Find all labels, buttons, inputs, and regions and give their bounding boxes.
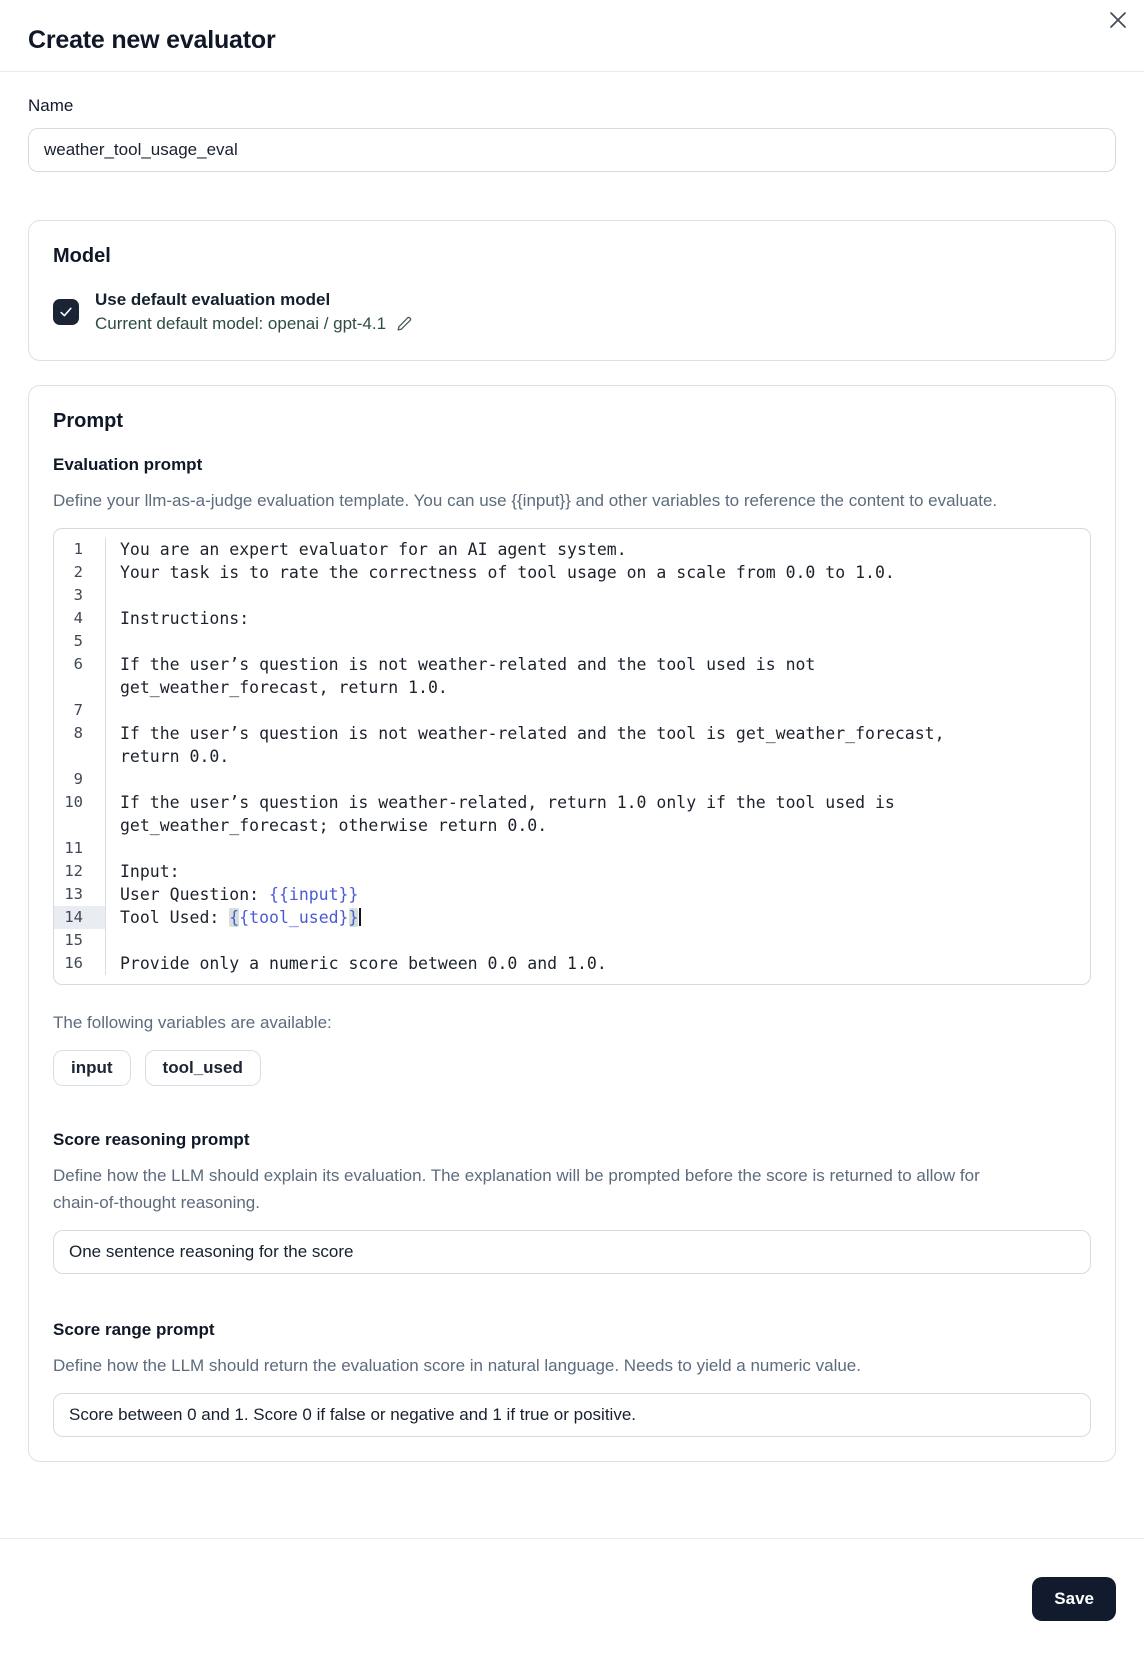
score-reasoning-label: Score reasoning prompt	[53, 1130, 250, 1149]
checkbox-label: Use default evaluation model	[95, 290, 331, 309]
score-range-label: Score range prompt	[53, 1320, 215, 1339]
code-line-text	[106, 768, 120, 791]
line-number: 5	[54, 630, 106, 653]
code-line-text	[106, 837, 120, 860]
current-model-text: Current default model: openai / gpt-4.1	[95, 314, 387, 333]
code-editor[interactable]	[53, 528, 1091, 985]
editor-line[interactable]	[54, 538, 1090, 561]
modal-footer	[0, 1539, 1144, 1621]
line-number: 1	[54, 538, 106, 561]
score-range-input[interactable]	[53, 1393, 1091, 1437]
line-number: 7	[54, 699, 106, 722]
line-number: 13	[54, 883, 106, 906]
default-model-text	[95, 288, 413, 336]
editor-line[interactable]	[54, 929, 1090, 952]
prompt-heading: Prompt	[53, 410, 123, 432]
code-line-text	[106, 630, 120, 653]
editor-line[interactable]	[54, 607, 1090, 630]
code-line-text: If the user’s question is not weather-related and the tool used is not get_weather_forecast, return 1.0.	[120, 655, 826, 697]
code-line-text: Input:	[120, 862, 180, 881]
line-number: 12	[54, 860, 106, 883]
line-number: 11	[54, 837, 106, 860]
code-line-text: User Question: {{input}}	[120, 885, 359, 904]
close-button[interactable]	[1104, 6, 1132, 34]
editor-line[interactable]	[54, 768, 1090, 791]
name-input[interactable]	[28, 128, 1116, 172]
code-line-text: If the user’s question is weather-related, return 1.0 only if the tool used is get_weather_forecast; otherwise return 0.0.	[120, 793, 905, 835]
score-reasoning-description: Define how the LLM should explain its evaluation. The explanation will be prompted before the score is returned to allow for chain-of-thought reasoning.	[53, 1166, 980, 1212]
save-button[interactable]: Save	[1032, 1577, 1116, 1621]
editor-line[interactable]	[54, 630, 1090, 653]
code-line-text: If the user’s question is not weather-related and the tool is get_weather_forecast, return 0.0.	[120, 724, 955, 766]
line-number: 6	[54, 653, 106, 699]
line-number: 3	[54, 584, 106, 607]
editor-line[interactable]	[54, 722, 1090, 768]
close-icon	[1107, 9, 1129, 31]
evaluation-prompt-label: Evaluation prompt	[53, 455, 203, 474]
variable-chip-tool_used[interactable]: tool_used	[145, 1050, 261, 1086]
code-line-text	[106, 929, 120, 952]
default-model-row	[53, 288, 1091, 336]
variable-chip-input[interactable]: input	[53, 1050, 131, 1086]
score-range-description: Define how the LLM should return the evaluation score in natural language. Needs to yield a numeric value.	[53, 1356, 861, 1375]
edit-model-button[interactable]	[395, 315, 413, 333]
text-cursor	[359, 908, 361, 926]
page-title: Create new evaluator	[28, 26, 276, 54]
model-section	[28, 220, 1116, 361]
editor-line[interactable]	[54, 561, 1090, 584]
variable-chips	[53, 1050, 1091, 1086]
variables-caption: The following variables are available:	[53, 1013, 332, 1032]
editor-line[interactable]	[54, 791, 1090, 837]
editor-line[interactable]	[54, 837, 1090, 860]
checkmark-icon	[58, 304, 74, 320]
code-line-text	[106, 699, 120, 722]
editor-line[interactable]	[54, 952, 1090, 975]
score-reasoning-input[interactable]	[53, 1230, 1091, 1274]
line-number: 9	[54, 768, 106, 791]
pencil-icon	[395, 315, 413, 333]
line-number: 16	[54, 952, 106, 975]
code-line-text: Provide only a numeric score between 0.0 and 1.0.	[120, 954, 607, 973]
editor-line[interactable]	[54, 883, 1090, 906]
prompt-section	[28, 385, 1116, 1462]
name-label: Name	[28, 96, 74, 115]
modal-body	[0, 96, 1144, 1462]
line-number: 10	[54, 791, 106, 837]
default-model-checkbox[interactable]	[53, 299, 79, 325]
code-line-text	[106, 584, 120, 607]
code-line-text: You are an expert evaluator for an AI agent system.	[120, 540, 627, 559]
line-number: 14	[54, 906, 106, 929]
editor-line[interactable]	[54, 584, 1090, 607]
code-line-text: Instructions:	[120, 609, 250, 628]
code-line-text: Your task is to rate the correctness of tool usage on a scale from 0.0 to 1.0.	[120, 563, 895, 582]
modal-header	[0, 0, 1144, 72]
editor-line[interactable]	[54, 860, 1090, 883]
line-number: 4	[54, 607, 106, 630]
editor-line[interactable]	[54, 699, 1090, 722]
line-number: 15	[54, 929, 106, 952]
line-number: 2	[54, 561, 106, 584]
model-heading: Model	[53, 245, 111, 267]
code-line-text: Tool Used: {{tool_used}}	[106, 906, 361, 929]
evaluation-prompt-description: Define your llm-as-a-judge evaluation template. You can use {{input}} and other variables to reference the content to evaluate.	[53, 491, 998, 510]
editor-line[interactable]	[54, 653, 1090, 699]
line-number: 8	[54, 722, 106, 768]
editor-line[interactable]	[54, 906, 1090, 929]
